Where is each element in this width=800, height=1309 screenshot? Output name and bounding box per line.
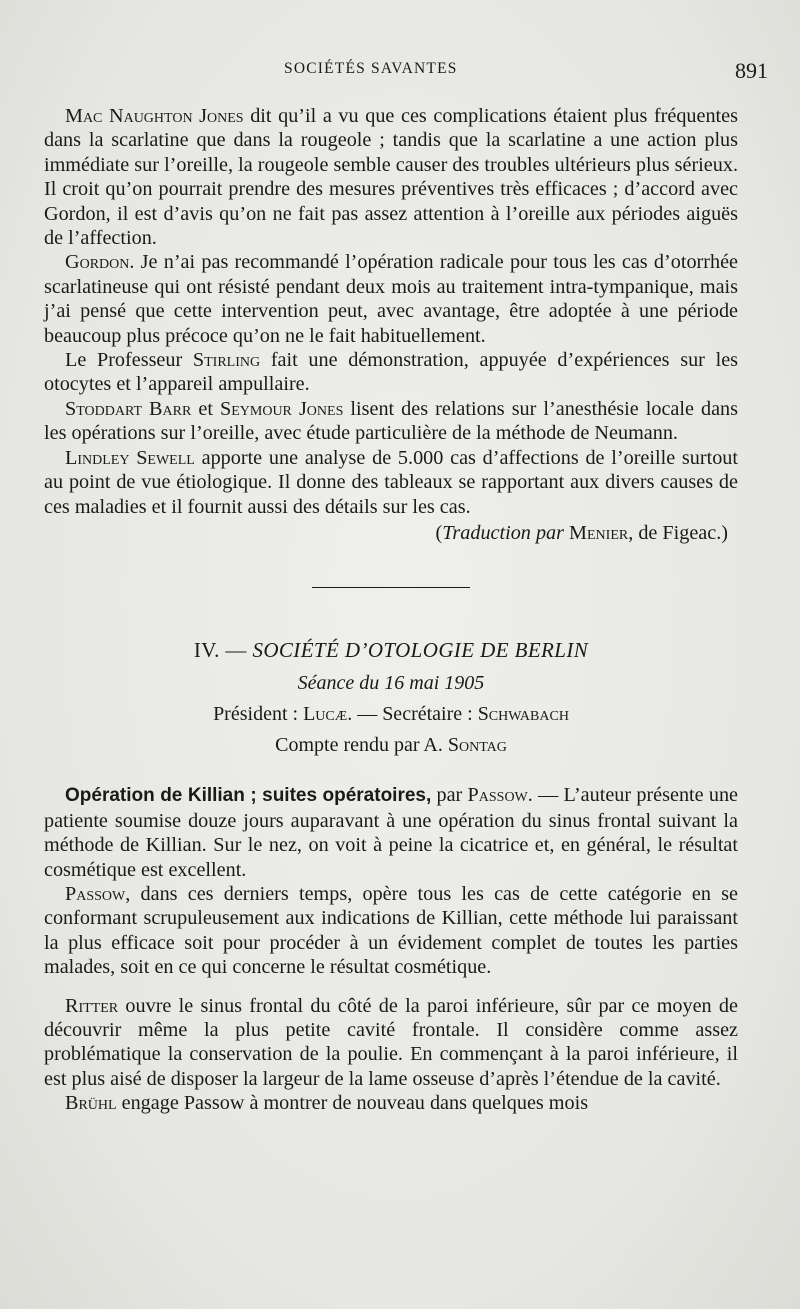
paragraph-stirling bbox=[44, 348, 738, 397]
paragraph-text: lisent des relations sur l’anesthésie locale dans les opérations sur l’oreille, avec étude particulière de la méthode de Neumann. bbox=[44, 397, 738, 445]
paragraph-text: , dans ces derniers temps, opère tous les cas de cette catégorie en se conformant scrupuleusement aux indications de Killian, cette méthode lui paraissant la plus efficace soit pour procéder à un évidement complet de toutes les parties malades, soit en ce qui concerne le résultat cosmétique. bbox=[44, 882, 738, 979]
paragraph-text: . — L’auteur présente une patiente soumise douze jours auparavant à une opération du sinus frontal suivant la méthode de Killian. Sur le nez, on voit à peine la cicatrice et, en général, le résultat cosmétique est excellent. bbox=[44, 784, 738, 881]
translator-name: Menier bbox=[564, 521, 629, 544]
paragraph-text: et bbox=[191, 397, 220, 420]
paragraph-text: Le Professeur bbox=[65, 349, 193, 372]
paragraph-text: dit qu’il a vu que ces complications étaient plus fréquentes dans la scarlatine que dans la rougeole ; tandis que la scarlatine a une action plus immédiate sur l’oreille, la rougeole semble causer des troubles ultérieurs plus sérieux. Il croit qu’on pourrait prendre des mesures préventives très efficaces ; d’accord avec Gordon, il est d’avis qu’on ne fait pas assez attention à l’oreille aux périodes aiguës de l’affection. bbox=[44, 105, 738, 250]
reporter-name: Sontag bbox=[447, 734, 507, 757]
paragraph-gap bbox=[44, 980, 738, 994]
paragraph-text: ouvre le sinus frontal du côté de la paroi inférieure, sûr par ce moyen de découvrir même la plus petite cavité frontale. Il considère comme assez problématique la conservation de la poulie. En commençant à la paroi inférieure, il est plus aisé de disposer la largeur de la lame osseuse d’après l’étendue de la cavité. bbox=[44, 994, 738, 1090]
speaker-name: Passow bbox=[467, 784, 528, 807]
section-berlin-society bbox=[44, 783, 738, 1115]
officers-line: Président : Lucæ. — Secrétaire : Schwabach bbox=[213, 703, 569, 726]
speaker-name: Stoddart Barr bbox=[65, 397, 192, 420]
paragraph-ritter bbox=[44, 994, 738, 1092]
paragraph-barr-jones bbox=[44, 397, 738, 446]
society-name: SOCIÉTÉ D’OTOLOGIE DE BERLIN bbox=[252, 638, 589, 663]
report-author-line: Compte rendu par A. Sontag bbox=[275, 734, 507, 757]
paragraph-passow bbox=[44, 882, 738, 980]
paragraph-text: fait une démonstration, appuyée d’expériences sur les otocytes et l’appareil ampullaire. bbox=[44, 349, 739, 396]
paragraph-mac-naughton-jones bbox=[44, 104, 738, 250]
paragraph-gordon bbox=[44, 250, 738, 348]
speaker-name: Lindley Sewell bbox=[65, 446, 195, 469]
speaker-name: Stirling bbox=[192, 349, 261, 372]
paragraph-bruhl bbox=[44, 1091, 738, 1115]
speaker-name: Ritter bbox=[65, 994, 119, 1017]
section-divider bbox=[312, 587, 470, 588]
paragraph-text: Je n’ai pas recommandé l’opération radicale pour tous les cas d’otorrhée scarlatineuse qui ont résisté pendant deux mois au traitement intra-tympanique, mais j’ai pensé que cette intervention peut, avec avantage, être adoptée à une période beaucoup plus précoce qu’on ne le fait habituellement. bbox=[44, 251, 738, 347]
speaker-name: Seymour Jones bbox=[220, 397, 344, 420]
society-number: IV. — bbox=[193, 638, 253, 663]
speaker-name: Brühl bbox=[65, 1092, 117, 1115]
secretary-name: Schwabach bbox=[477, 703, 569, 726]
speaker-name: Mac Naughton Jones bbox=[65, 105, 244, 127]
paragraph-sewell bbox=[44, 446, 738, 519]
paragraph-text: engage Passow à montrer de nouveau dans quelques mois bbox=[116, 1092, 589, 1115]
running-header bbox=[44, 0, 768, 104]
translation-label: Traduction par bbox=[442, 521, 564, 544]
paragraph-killian-operation: Opération de Killian ; suites opératoires, par Passow. — L’auteur présente une patiente soumise douze jours auparavant à une opération du sinus frontal suivant la méthode de Killian. Sur le nez, on voit à peine la cicatrice et, en général, le résultat cosmétique est excellent. bbox=[44, 784, 738, 881]
president-name: Lucæ bbox=[303, 703, 348, 726]
running-title: SOCIÉTÉS SAVANTES bbox=[284, 60, 458, 77]
translation-attribution: (Traduction par Menier, de Figeac.) bbox=[435, 521, 728, 544]
page-number: 891 bbox=[735, 58, 768, 83]
session-date: Séance du 16 mai 1905 bbox=[297, 672, 485, 695]
section-previous-society bbox=[44, 104, 738, 545]
society-title bbox=[44, 638, 738, 663]
speaker-name: Gordon. bbox=[65, 251, 135, 274]
communication-title: Opération de Killian ; suites opératoires, bbox=[65, 785, 432, 807]
paragraph-text: apporte une analyse de 5.000 cas d’affections de l’oreille surtout au point de vue étiologique. Il donne des tableaux se rapportant aux divers causes de ces maladies et il fournit aussi des détails sur les cas. bbox=[44, 446, 739, 518]
speaker-name: Passow bbox=[65, 882, 126, 905]
